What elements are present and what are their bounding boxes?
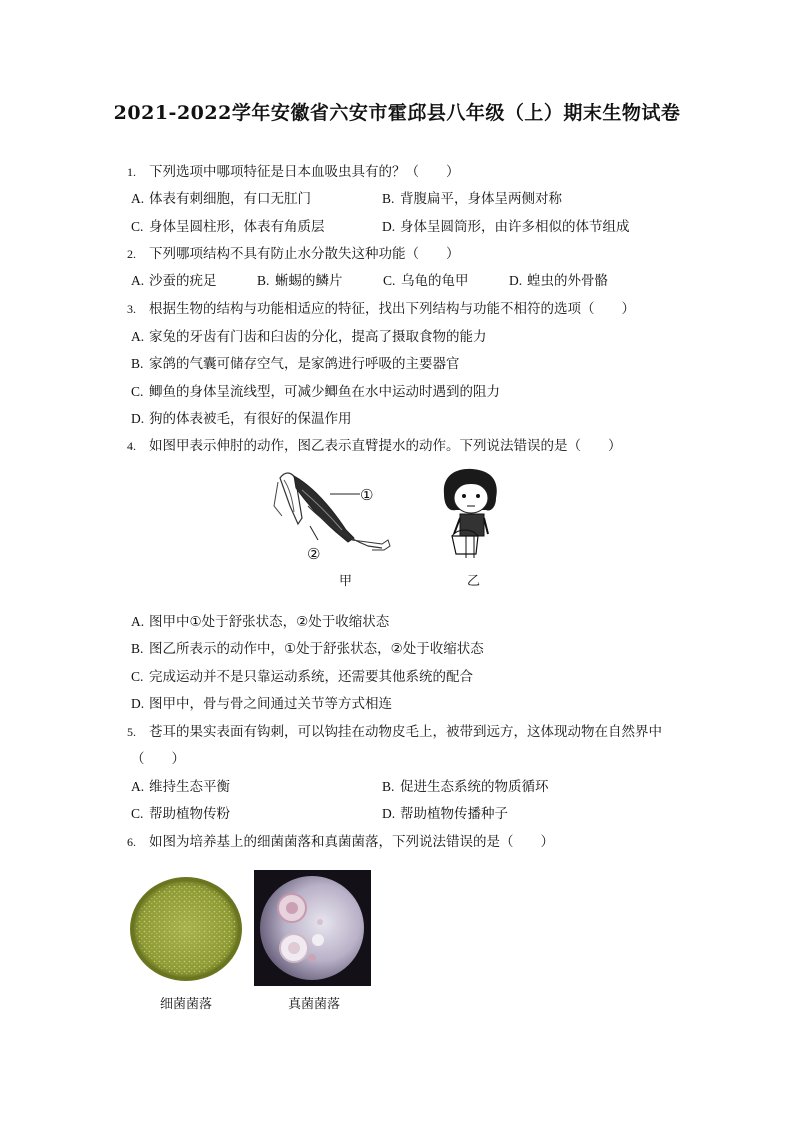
q3-option-d bbox=[131, 410, 352, 428]
option-text: 身体呈圆筒形，由许多相似的体节组成 bbox=[400, 219, 630, 235]
question-3 bbox=[127, 300, 635, 318]
option-text: 身体呈圆柱形，体表有角质层 bbox=[149, 219, 325, 235]
option-letter: C. bbox=[131, 669, 144, 684]
option-text: 家兔的牙齿有门齿和臼齿的分化，提高了摄取食物的能力 bbox=[149, 329, 487, 345]
option-letter: A. bbox=[131, 191, 145, 206]
question-number: 3. bbox=[127, 302, 136, 316]
bacteria-colony-image bbox=[128, 875, 244, 983]
question-number: 4. bbox=[127, 439, 136, 453]
option-letter: A. bbox=[131, 273, 145, 288]
option-letter: B. bbox=[382, 191, 395, 206]
q3-option-a bbox=[131, 328, 487, 346]
q5-option-d bbox=[382, 805, 508, 823]
option-letter: C. bbox=[131, 384, 144, 399]
option-letter: D. bbox=[382, 219, 396, 234]
question-stem: 下列哪项结构不具有防止水分散失这种功能（ ） bbox=[149, 246, 460, 262]
option-text: 蜥蜴的鳞片 bbox=[275, 273, 343, 289]
question-5 bbox=[127, 723, 662, 741]
option-text: 图甲中①处于舒张状态，②处于收缩状态 bbox=[149, 614, 390, 630]
option-letter: B. bbox=[131, 356, 144, 371]
q3-option-b bbox=[131, 355, 460, 373]
fungi-colony-image bbox=[254, 870, 371, 986]
q1-option-a bbox=[131, 190, 311, 208]
q2-option-b bbox=[257, 272, 343, 290]
option-text: 图乙所表示的动作中，①处于舒张状态，②处于收缩状态 bbox=[149, 641, 484, 657]
option-text: 帮助植物传播种子 bbox=[400, 806, 508, 822]
option-letter: D. bbox=[509, 273, 523, 288]
option-text: 完成运动并不是只靠运动系统，还需要其他系统的配合 bbox=[149, 669, 473, 685]
page-title: 2021-2022学年安徽省六安市霍邱县八年级（上）期末生物试卷 bbox=[113, 102, 681, 124]
fungi-colony-caption: 真菌菌落 bbox=[288, 997, 341, 1012]
bacteria-colony-caption: 细菌菌落 bbox=[160, 997, 213, 1012]
option-text: 狗的体表被毛，有很好的保温作用 bbox=[149, 411, 352, 427]
option-text: 促进生态系统的物质循环 bbox=[400, 779, 549, 795]
option-text: 鲫鱼的身体呈流线型，可减少鲫鱼在水中运动时遇到的阻力 bbox=[149, 384, 500, 400]
figure-label-2: ② bbox=[307, 545, 321, 563]
lifting-bucket-figure bbox=[438, 468, 504, 560]
option-text: 乌龟的龟甲 bbox=[401, 273, 469, 289]
question-number: 6. bbox=[127, 835, 136, 849]
question-4 bbox=[127, 437, 622, 455]
question-stem: 下列选项中哪项特征是日本血吸虫具有的？（ ） bbox=[149, 164, 460, 180]
option-text: 蝗虫的外骨骼 bbox=[527, 273, 608, 289]
question-6 bbox=[127, 833, 554, 851]
q2-option-d bbox=[509, 272, 608, 290]
option-letter: C. bbox=[383, 273, 396, 288]
arm-extension-figure bbox=[272, 466, 412, 566]
question-1 bbox=[127, 163, 460, 181]
question-number: 2. bbox=[127, 247, 136, 261]
question-5-bracket: （ ） bbox=[131, 751, 185, 767]
q5-option-a bbox=[131, 778, 230, 796]
figure-caption-jia: 甲 bbox=[339, 574, 353, 589]
q4-option-c bbox=[131, 668, 473, 686]
q4-option-d bbox=[131, 695, 392, 713]
option-letter: D. bbox=[131, 696, 145, 711]
q3-option-c bbox=[131, 383, 500, 401]
option-text: 家鸽的气囊可储存空气，是家鸽进行呼吸的主要器官 bbox=[149, 356, 460, 372]
option-letter: D. bbox=[382, 806, 396, 821]
option-letter: C. bbox=[131, 806, 144, 821]
q1-option-b bbox=[382, 190, 562, 208]
option-text: 背腹扁平，身体呈两侧对称 bbox=[400, 191, 562, 207]
option-letter: A. bbox=[131, 614, 145, 629]
option-letter: A. bbox=[131, 779, 145, 794]
figure-label-1: ① bbox=[360, 486, 374, 504]
option-text: 沙蚕的疣足 bbox=[149, 273, 217, 289]
option-letter: C. bbox=[131, 219, 144, 234]
option-letter: B. bbox=[257, 273, 270, 288]
option-letter: D. bbox=[131, 411, 145, 426]
q4-option-a bbox=[131, 613, 389, 631]
figure-caption-yi: 乙 bbox=[467, 574, 481, 589]
option-letter: A. bbox=[131, 329, 145, 344]
q4-option-b bbox=[131, 640, 484, 658]
question-stem: 如图甲表示伸肘的动作，图乙表示直臂提水的动作。下列说法错误的是（ ） bbox=[149, 438, 622, 454]
option-text: 图甲中，骨与骨之间通过关节等方式相连 bbox=[149, 696, 392, 712]
q2-option-a bbox=[131, 272, 217, 290]
q5-option-c bbox=[131, 805, 230, 823]
question-number: 5. bbox=[127, 725, 136, 739]
q1-option-c bbox=[131, 218, 325, 236]
question-stem: 根据生物的结构与功能相适应的特征，找出下列结构与功能不相符的选项（ ） bbox=[149, 301, 635, 317]
option-text: 维持生态平衡 bbox=[149, 779, 230, 795]
option-letter: B. bbox=[131, 641, 144, 656]
question-stem: 如图为培养基上的细菌菌落和真菌菌落，下列说法错误的是（ ） bbox=[149, 834, 554, 850]
question-stem: 苍耳的果实表面有钩刺，可以钩挂在动物皮毛上，被带到远方，这体现动物在自然界中 bbox=[149, 724, 662, 740]
option-text: 帮助植物传粉 bbox=[149, 806, 230, 822]
option-text: 体表有刺细胞，有口无肛门 bbox=[149, 191, 311, 207]
question-number: 1. bbox=[127, 165, 136, 179]
option-letter: B. bbox=[382, 779, 395, 794]
q2-option-c bbox=[383, 272, 469, 290]
q5-option-b bbox=[382, 778, 549, 796]
question-2 bbox=[127, 245, 460, 263]
q1-option-d bbox=[382, 218, 630, 236]
